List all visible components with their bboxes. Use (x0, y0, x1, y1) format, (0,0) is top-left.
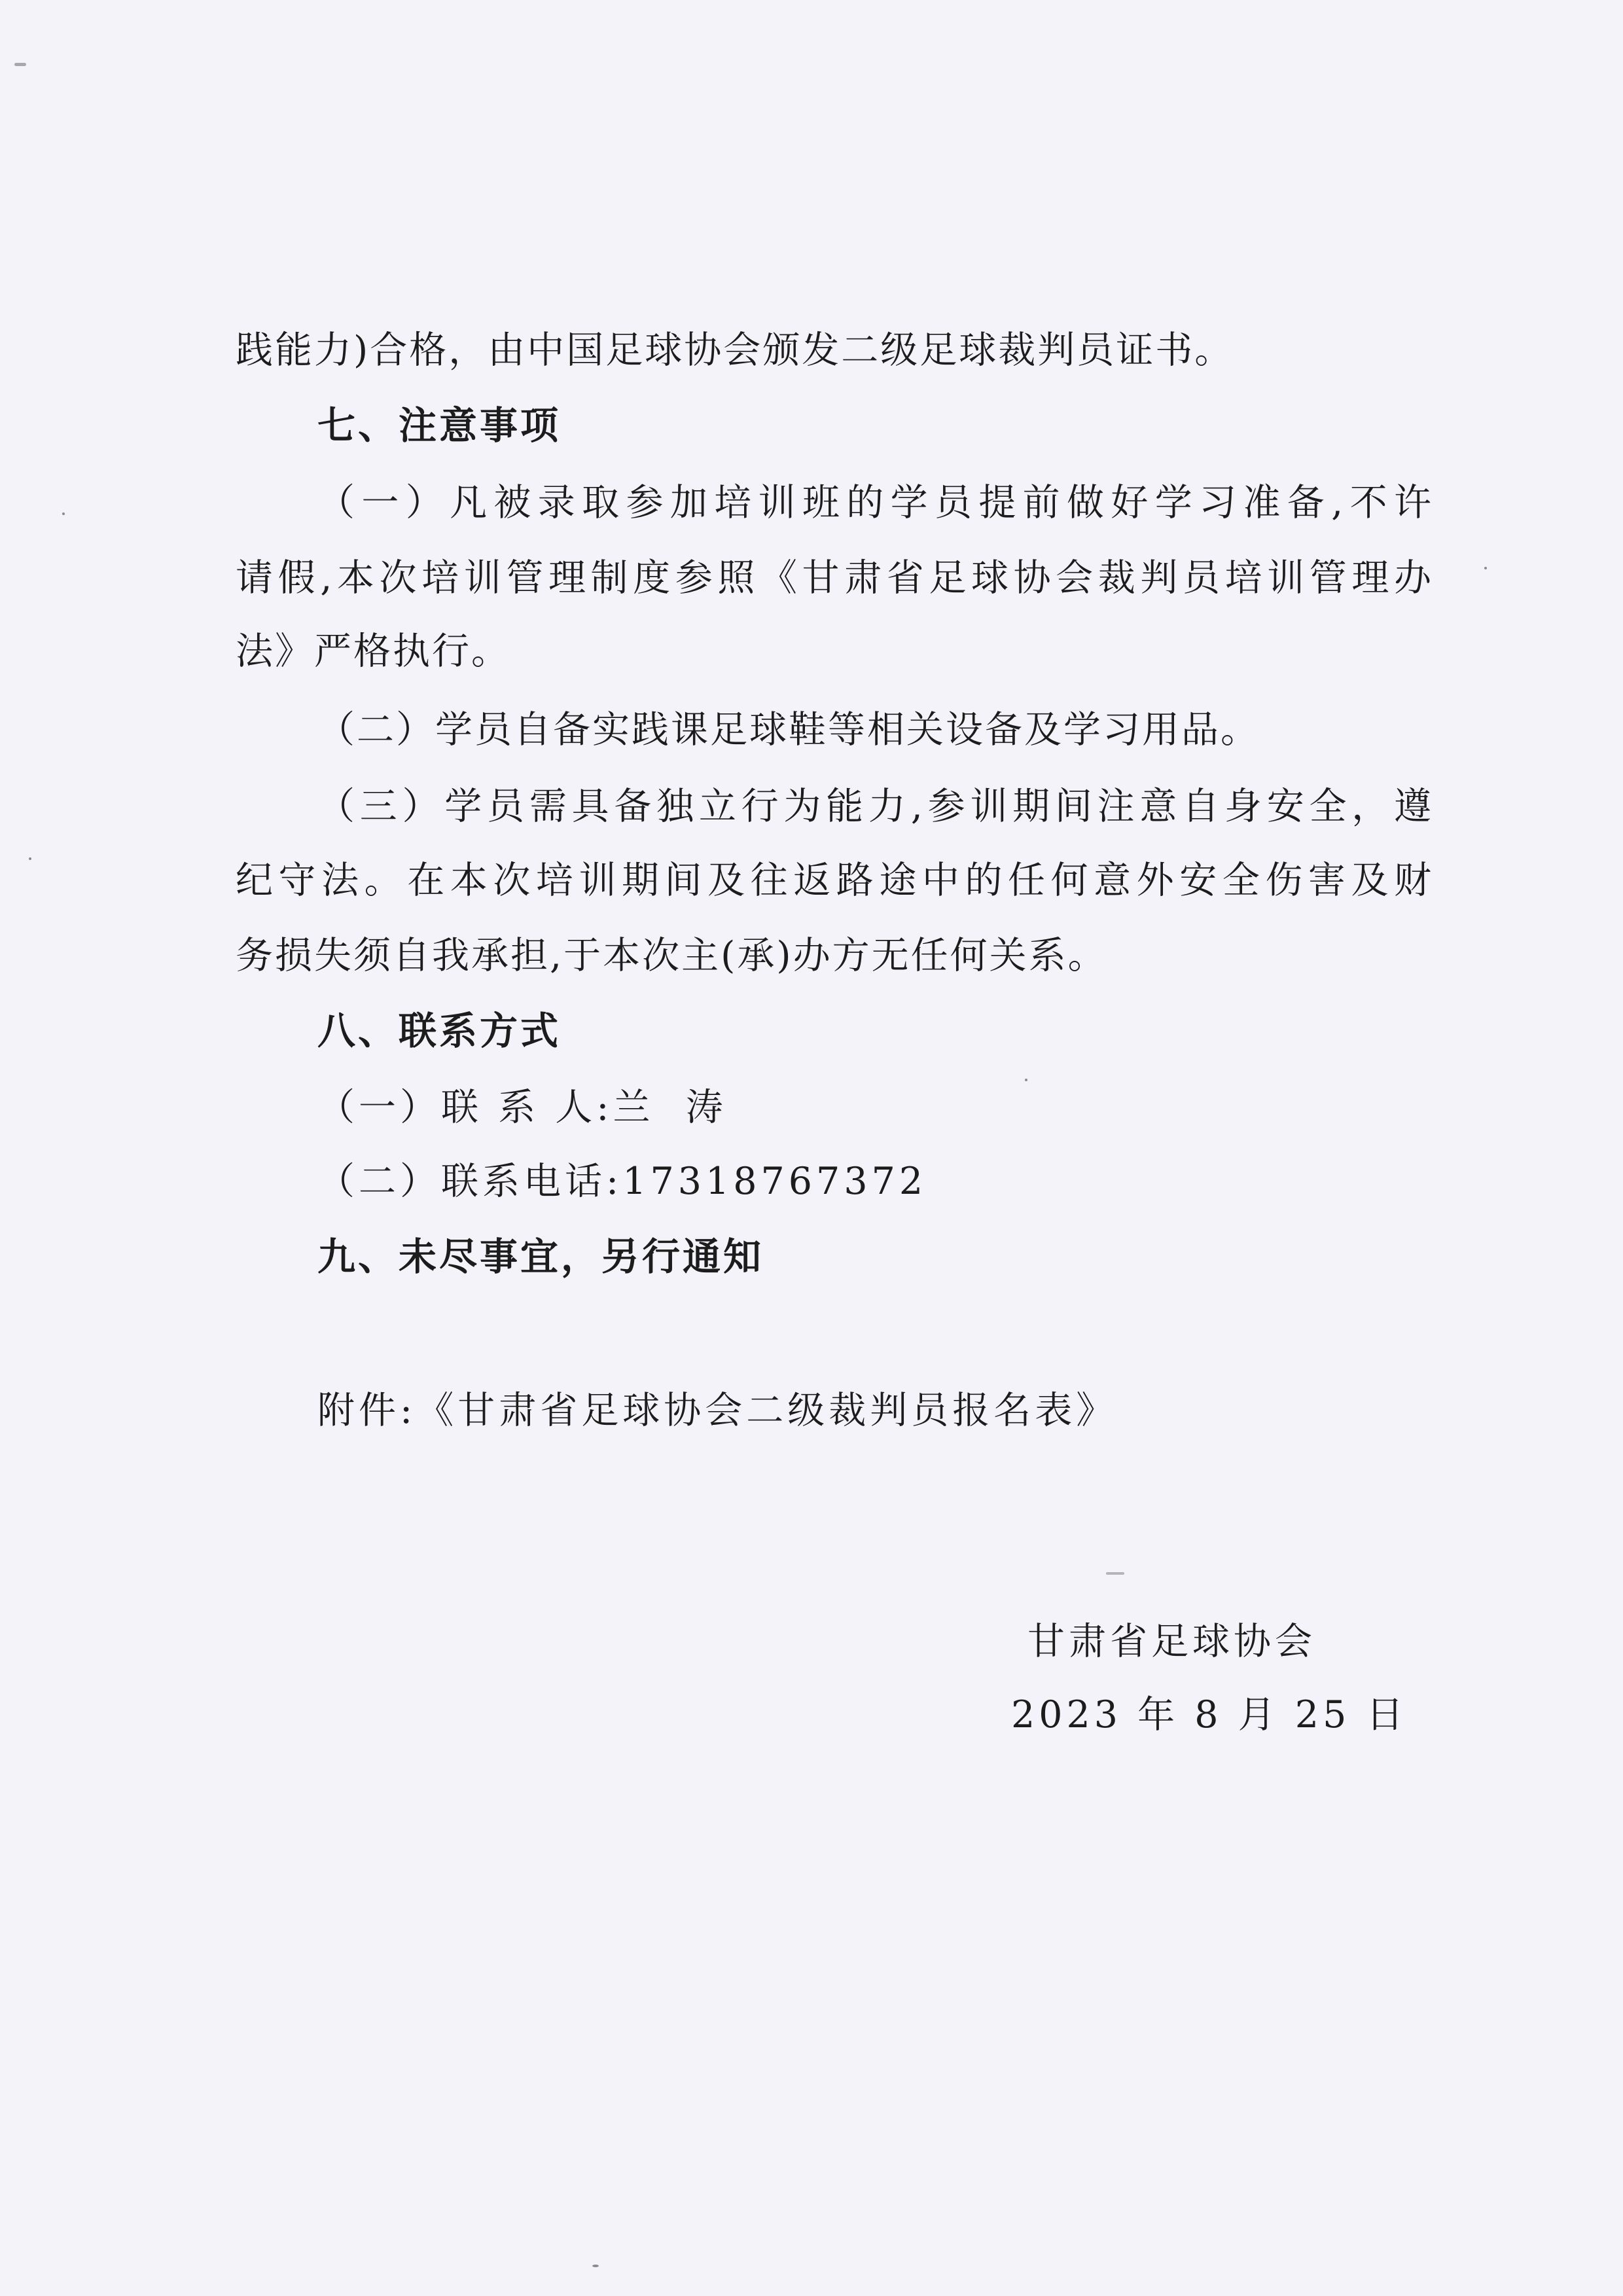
section-8-heading: 八、联系方式 (317, 1009, 562, 1053)
attachment-line: 附件:《甘肃省足球协会二级裁判员报名表》 (317, 1389, 1118, 1432)
contact-phone: （二）联系电话:17318767372 (317, 1160, 927, 1203)
scan-speck (62, 512, 65, 515)
contact-person: （一）联 系 人:兰 涛 (317, 1086, 727, 1129)
section-7-item-1-line-1: （一）凡被录取参加培训班的学员提前做好学习准备,不许 (317, 481, 1433, 524)
scan-speck (1025, 1079, 1027, 1081)
section-7-item-1-line-2: 请假,本次培训管理制度参照《甘肃省足球协会裁判员培训管理办 (236, 556, 1433, 600)
scan-speck (1106, 1572, 1124, 1575)
scan-speck (29, 857, 31, 860)
signature-date: 2023 年 8 月 25 日 (1011, 1693, 1408, 1736)
section-9-heading: 九、未尽事宜，另行通知 (317, 1234, 764, 1279)
section-7-item-1-line-3: 法》严格执行。 (236, 630, 510, 673)
section-7-item-3-line-1: （三）学员需具备独立行为能力,参训期间注意自身安全，遵 (317, 785, 1433, 828)
section-7-item-2: （二）学员自备实践课足球鞋等相关设备及学习用品。 (317, 708, 1260, 751)
section-7-item-3-line-2: 纪守法。在本次培训期间及往返路途中的任何意外安全伤害及财 (236, 859, 1433, 902)
scan-speck (14, 63, 26, 66)
section-7-heading: 七、注意事项 (317, 403, 562, 448)
continuation-line: 践能力)合格，由中国足球协会颁发二级足球裁判员证书。 (236, 329, 1234, 372)
section-7-item-3-line-3: 务损失须自我承担,于本次主(承)办方无任何关系。 (236, 934, 1107, 977)
signature-organization: 甘肃省足球协会 (1027, 1620, 1316, 1663)
scan-speck (1484, 567, 1487, 569)
scan-speck (592, 2265, 599, 2267)
